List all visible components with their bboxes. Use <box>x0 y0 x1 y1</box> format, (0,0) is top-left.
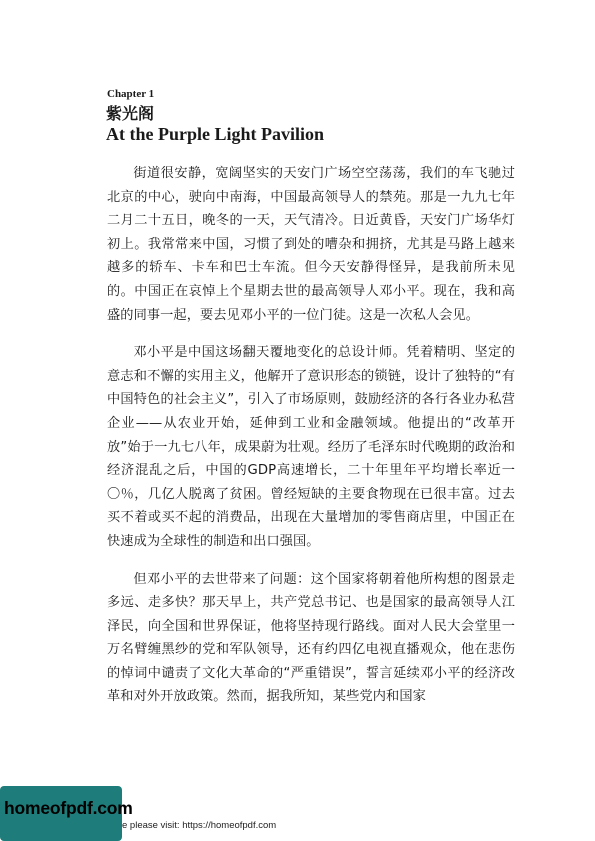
chapter-title-english: At the Purple Light Pavilion <box>106 124 325 144</box>
paragraph-2: 邓小平是中国这场翻天覆地变化的总设计师。凭着精明、坚定的意志和不懈的实用主义，他解开了意识形态的锁链，设计了独特的“有中国特色的社会主义”，引入了市场原则，鼓励经济的各行各业办私营企业——从农业开始，延伸到工业和金融领域。他提出的“改革开放”始于一九七八年，成果蔚为壮观。经历了毛泽东时代晚期的政治和经济混乱之后，中国的GDP高速增长，二十年里年平均增长率近一〇％，几亿人脱离了贫困。曾经短缺的主要食物现在已很丰富。过去买不着或买不起的消费品，出现在大量增加的零售商店里，中国正在快速成为全球性的制造和出口强国。 <box>107 345 515 549</box>
chapter-label: Chapter 1 <box>107 88 155 100</box>
paragraph-1: 街道很安静，宽阔坚实的天安门广场空空荡荡，我们的车飞驰过北京的中心，驶向中南海，中国最高领导人的禁苑。那是一九九七年二月二十五日，晚冬的一天，天气清冷。日近黄昏，天安门广场华灯初上。我常常来中国，习惯了到处的嘈杂和拥挤，尤其是马路上越来越多的轿车、卡车和巴士车流。但今天安静得怪异，是我前所未见的。中国正在哀悼上个星期去世的最高领导人邓小平。现在，我和高盛的同事一起，要去见邓小平的一位门徒。这是一次私人会见。 <box>107 166 515 323</box>
watermark-badge[interactable] <box>0 786 133 841</box>
paragraph-3: 但邓小平的去世带来了问题：这个国家将朝着他所构想的图景走多远、走多快？那天早上，共产党总书记、也是国家的最高领导人江泽民，向全国和世界保证，他将坚持现行路线。面对人民大会堂里一万名臂缠黑纱的党和军队领导，还有约四亿电视直播观众，他在悲伤的悼词中谴责了文化大革命的“严重错误”，誓言延续邓小平的经济改革和对外开放政策。然而，据我所知，某些党内和国家 <box>107 571 515 705</box>
body-text <box>107 162 515 723</box>
watermark-footer-link[interactable]: e please visit: https://homeofpdf.com <box>122 820 277 831</box>
chapter-title-chinese: 紫光阁 <box>106 104 155 123</box>
watermark-badge-text: homeofpdf.com <box>4 798 133 818</box>
